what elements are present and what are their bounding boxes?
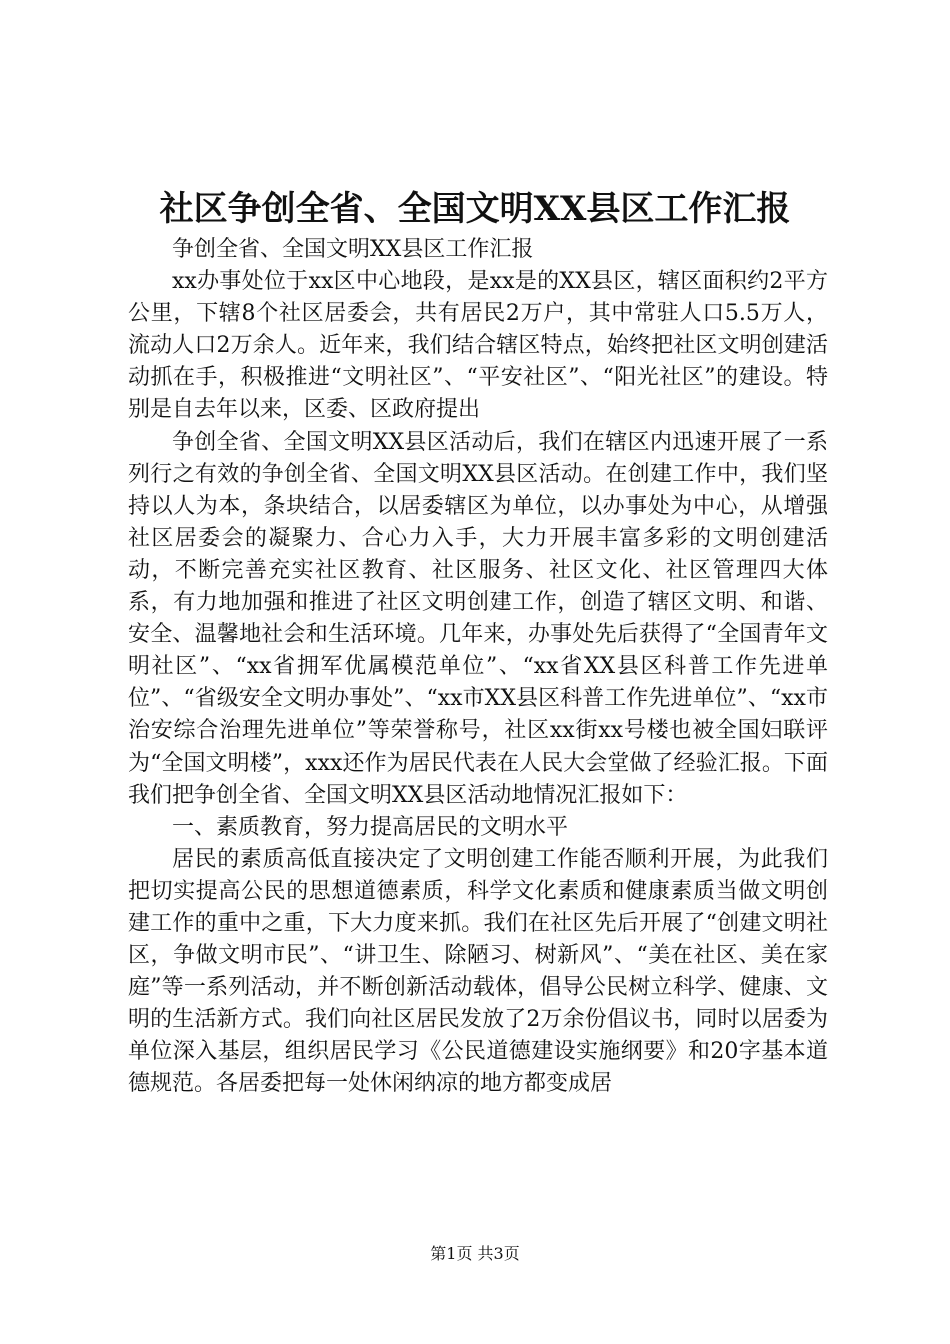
section-heading-quality-education: 一、素质教育，努力提高居民的文明水平 <box>172 814 569 840</box>
paragraph-achievements: 争创全省、全国文明XX县区活动后，我们在辖区内迅速开展了一系列行之有效的争创全省、全国文明XX县区活动。在创建工作中，我们坚持以人为本，条块结合，以居委辖区为单位，以办事处为中心，从增强社区居委会的凝聚力、合心力入手，大力开展丰富多彩的文明创建活动，不断完善充实社区教育、社区服务、社区文化、社区管理四大体系，有力地加强和推进了社区文明创建工作，创造了辖区文明、和谐、安全、温馨地社会和生活环境。几年来，办事处先后获得了“全国青年文明社区”、“xx省拥军优属模范单位”、“xx省XX县区科普工作先进单位”、“省级安全文明办事处”、“xx市XX县区科普工作先进单位”、“xx市治安综合治理先进单位”等荣誉称号，社区xx街xx号楼也被全国妇联评为“全国文明楼”，xxx还作为居民代表在人民大会堂做了经验汇报。下面我们把争创全省、全国文明XX县区活动地情况汇报如下： <box>128 429 828 808</box>
document-body <box>128 234 828 1101</box>
paragraph-overview: xx办事处位于xx区中心地段，是xx是的XX县区，辖区面积约2平方公里，下辖8个社区居委会，共有居民2万户，其中常驻人口5.5万人，流动人口2万余人。近年来，我们结合辖区特点，始终把社区文明创建活动抓在手，积极推进“文明社区”、“平安社区”、“阳光社区”的建设。特别是自去年以来，区委、区政府提出 <box>128 269 828 423</box>
paragraph-quality-education: 居民的素质高低直接决定了文明创建工作能否顺利开展，为此我们把切实提高公民的思想道德素质，科学文化素质和健康素质当做文明创建工作的重中之重，下大力度来抓。我们在社区先后开展了“创建文明社区，争做文明市民”、“讲卫生、除陋习、树新风”、“美在社区、美在家庭”等一系列活动，并不断创新活动载体，倡导公民树立科学、健康、文明的生活新方式。我们向社区居民发放了2万余份倡议书，同时以居委为单位深入基层，组织居民学习《公民道德建设实施纲要》和20字基本道德规范。各居委把每一处休闲纳凉的地方都变成居 <box>128 846 828 1097</box>
paragraph-subtitle: 争创全省、全国文明XX县区工作汇报 <box>172 237 534 262</box>
page-footer: 第1页 共3页 <box>430 1244 520 1263</box>
document-title: 社区争创全省、全国文明XX县区工作汇报 <box>159 189 791 229</box>
